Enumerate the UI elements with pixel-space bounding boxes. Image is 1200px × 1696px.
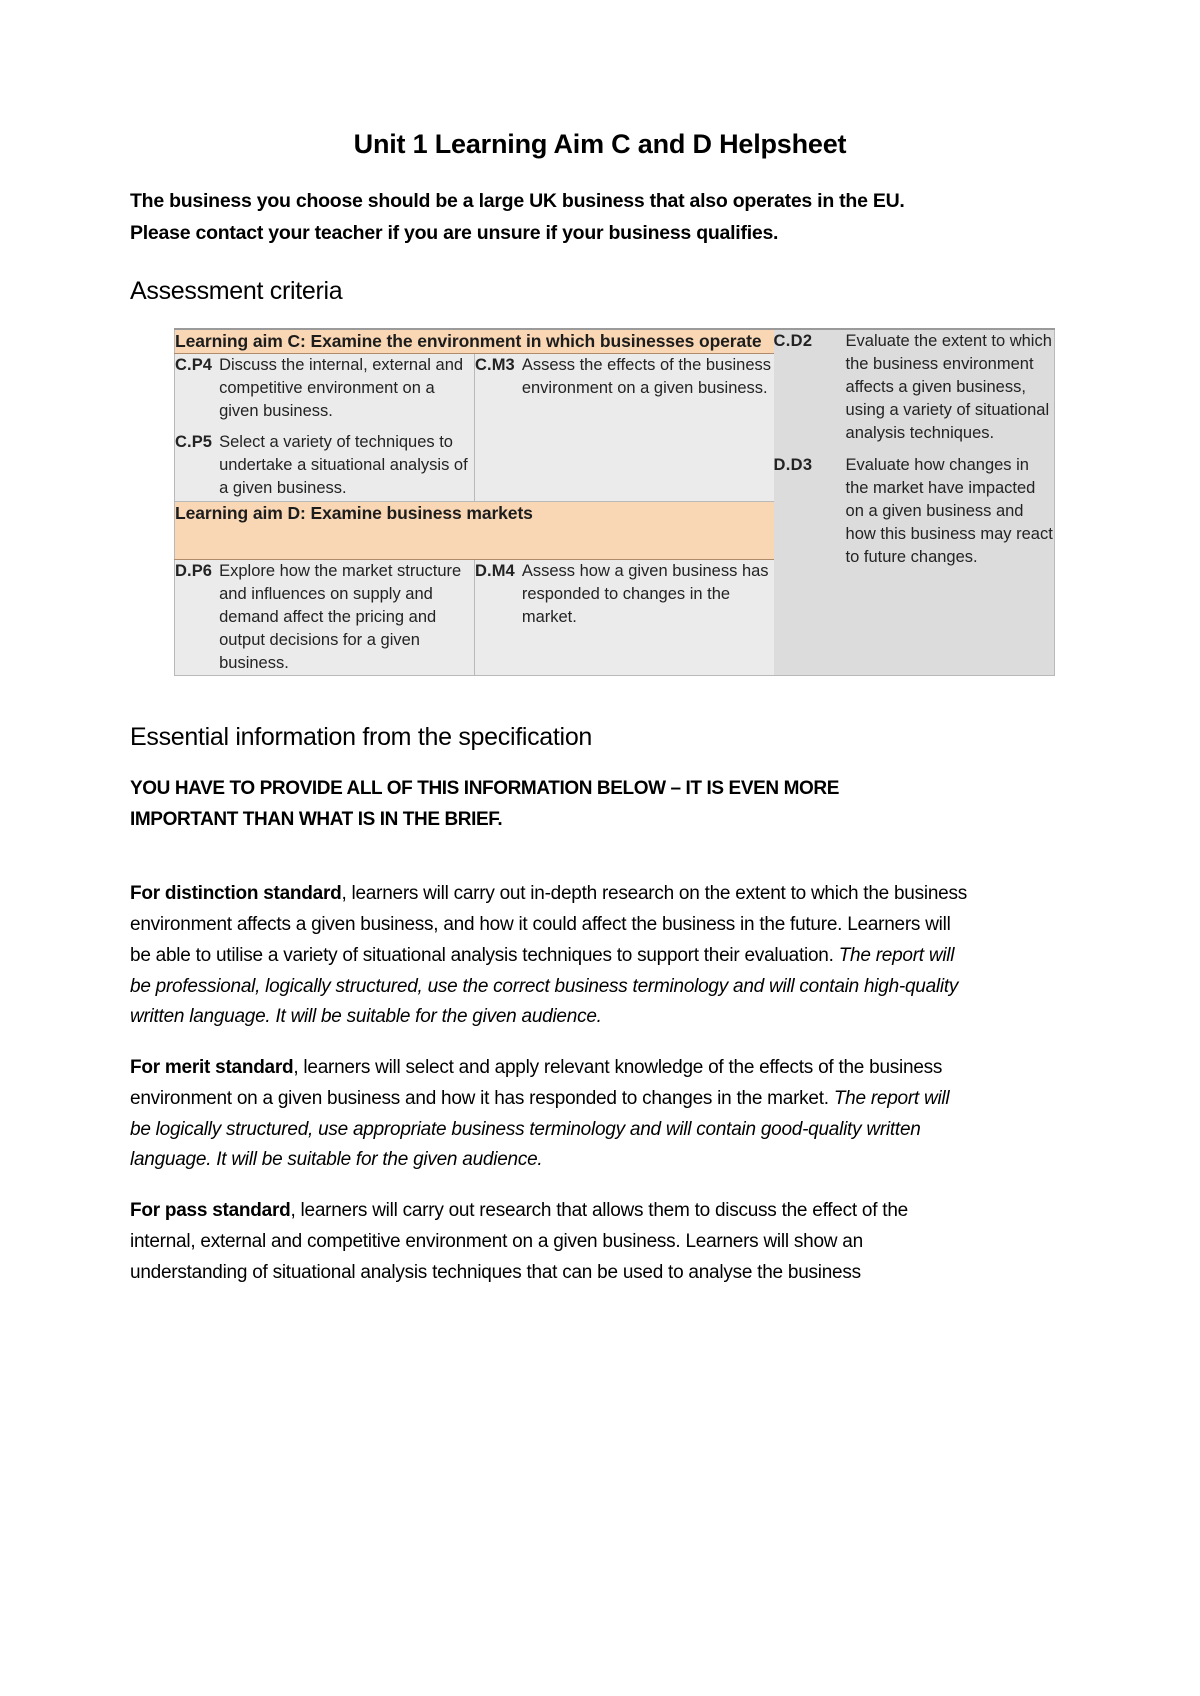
band-learning-aim-c-label: Learning aim C: Examine the environment in which businesses operate: [175, 330, 762, 351]
distinction-standard-label: For distinction standard: [130, 883, 342, 905]
intro-line-2: Please contact your teacher if you are unsure if your business qualifies.: [130, 221, 779, 244]
paragraph-distinction-standard: [130, 879, 975, 1033]
criterion-code-c-d2: C.D2: [773, 331, 813, 350]
pass-standard-label: For pass standard: [130, 1200, 291, 1222]
band-d-spacer: [175, 525, 774, 559]
distinction-column: [774, 329, 1055, 676]
band-learning-aim-c: [175, 329, 774, 354]
cell-pass-criteria-d: [175, 559, 475, 675]
criterion-code-c-p5: C.P5: [175, 433, 213, 452]
band-learning-aim-d: [175, 501, 774, 559]
criterion-text-c-p4: Discuss the internal, external and competitive environment on a given business.: [219, 355, 464, 421]
criterion-d-d3: [774, 454, 1055, 569]
criterion-d-m4: [475, 560, 774, 629]
criterion-code-d-m4: D.M4: [475, 561, 515, 580]
criterion-text-c-p5: Select a variety of techniques to undertake a situational analysis of a given business.: [219, 433, 468, 498]
assessment-criteria-table: [174, 328, 1055, 677]
criterion-text-d-m4: Assess how a given business has responded to changes in the market.: [521, 561, 769, 627]
heading-assessment-criteria: Assessment criteria: [130, 276, 343, 305]
paragraph-merit-standard: [130, 1053, 975, 1176]
criterion-code-c-p4: C.P4: [175, 355, 213, 374]
table-row-band-c: [175, 329, 1055, 354]
pass-standard-roman: , learners will carry out research that allows them to discuss the effect of the internal, external and competitive environment on a given business. Learners will show an understanding of situational analysis techniques that can be used to analyse the business: [130, 1200, 908, 1283]
paragraph-pass-standard: [130, 1196, 975, 1288]
criterion-c-p4: [175, 354, 474, 423]
criterion-text-c-m3: Assess the effects of the business environment on a given business.: [521, 355, 771, 398]
criterion-code-d-p6: D.P6: [175, 561, 213, 580]
criterion-text-d-d3: Evaluate how changes in the market have impacted on a given business and how this business may react to future changes.: [845, 456, 1053, 567]
band-learning-aim-d-label: Learning aim D: Examine business markets: [175, 502, 533, 523]
distinction-standard-italic: The report will be professional, logically structured, use the correct business terminology and will contain high-quality written language. It will be suitable for the given audience.: [130, 944, 959, 1028]
cell-pass-criteria-c: [175, 353, 475, 501]
heading-essential-information: Essential information from the specification: [130, 723, 593, 752]
intro-paragraph: [130, 186, 930, 249]
merit-standard-italic: The report will be logically structured, use appropriate business terminology and will contain good-quality written language. It will be suitable for the given audience.: [130, 1087, 950, 1171]
merit-standard-roman: , learners will select and apply relevant knowledge of the effects of the business environment on a given business and how it has responded to changes in the market.: [130, 1057, 943, 1109]
criterion-d-p6: [175, 560, 474, 675]
distinction-standard-roman: , learners will carry out in-depth research on the extent to which the business environment affects a given business, and how it could affect the business in the future. Learners will be able to utilise a variety of situational analysis techniques to support their evaluation.: [130, 883, 967, 966]
criterion-text-d-p6: Explore how the market structure and influences on supply and demand affect the pricing and output decisions for a given business.: [219, 561, 462, 673]
criterion-code-c-m3: C.M3: [475, 355, 515, 374]
cell-merit-criteria-d: [475, 559, 774, 675]
criterion-c-p5: [175, 431, 474, 500]
criterion-c-m3: [475, 354, 774, 400]
page-title: Unit 1 Learning Aim C and D Helpsheet: [353, 129, 847, 159]
criterion-c-d2: [774, 330, 1055, 445]
caps-note: YOU HAVE TO PROVIDE ALL OF THIS INFORMATION BELOW – IT IS EVEN MORE IMPORTANT THAN WHAT IS IN THE BRIEF.: [130, 778, 839, 830]
intro-line-1: The business you choose should be a large UK business that also operates in the EU.: [130, 190, 905, 213]
assessment-criteria-table-wrapper: [174, 328, 1054, 677]
criterion-code-d-d3: D.D3: [773, 456, 813, 475]
criterion-text-c-d2: Evaluate the extent to which the business environment affects a given business, using a variety of situational analysis techniques.: [845, 331, 1052, 442]
cell-merit-criteria-c: [475, 353, 774, 501]
merit-standard-label: For merit standard: [130, 1057, 294, 1079]
